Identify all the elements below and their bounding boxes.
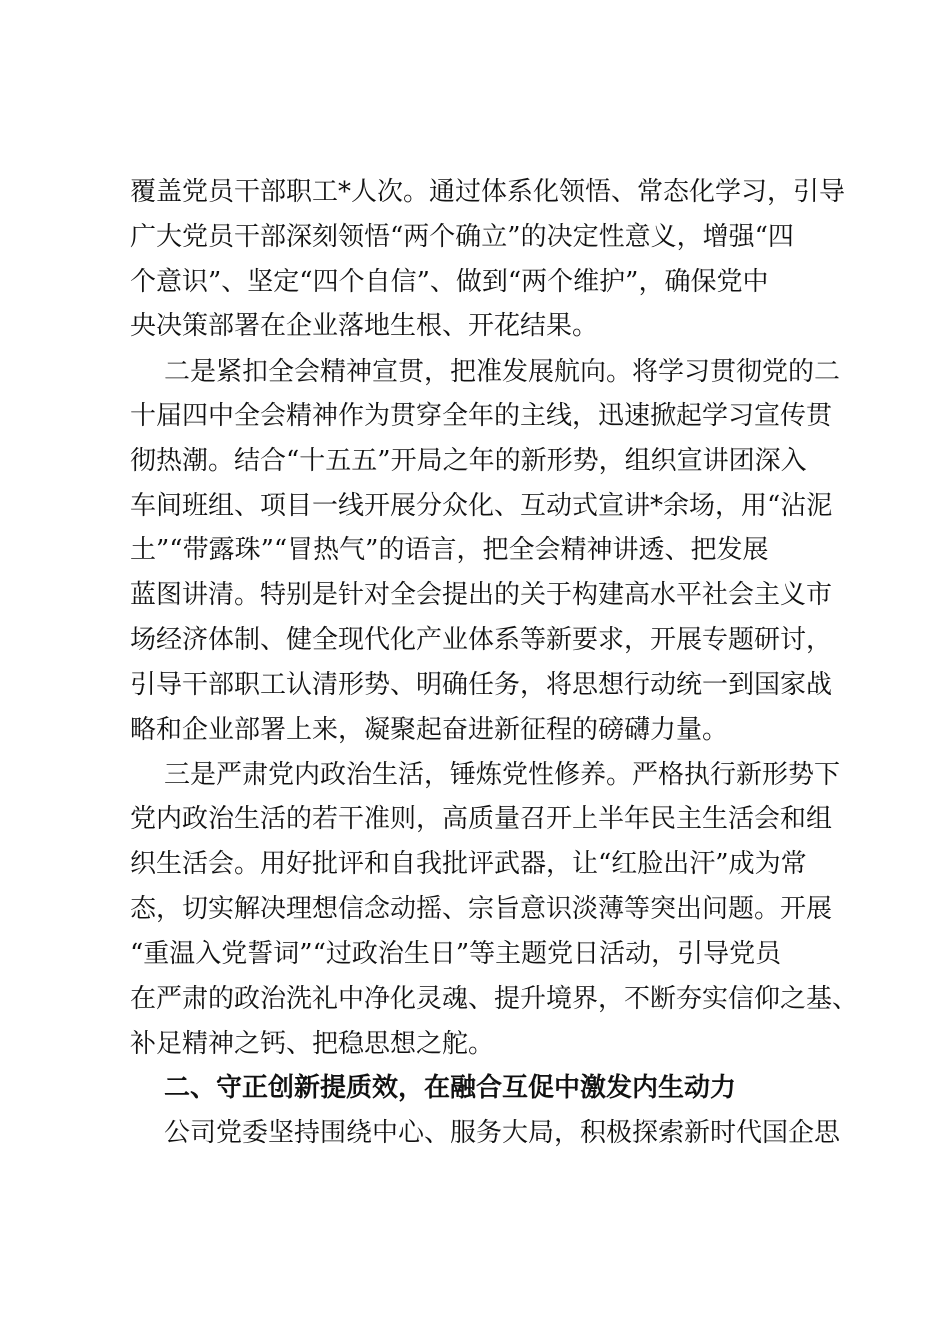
paragraph-first-line: 公司党委坚持围绕中心、服务大局，积极探索新时代国企思 — [164, 1118, 841, 1148]
body-text-line: 彻热潮。结合“十五五”开局之年的新形势，组织宣讲团深入 — [130, 446, 807, 476]
body-text-line: 覆盖党员干部职工*人次。通过体系化领悟、常态化学习，引导 — [130, 177, 846, 207]
body-text-line: 在严肃的政治洗礼中净化灵魂、提升境界，不断夯实信仰之基、 — [130, 984, 859, 1014]
body-text-line: 央决策部署在企业落地生根、开花结果。 — [130, 311, 599, 341]
body-text-line: 土”“带露珠”“冒热气”的语言，把全会精神讲透、把发展 — [130, 535, 769, 565]
body-text-line: 蓝图讲清。特别是针对全会提出的关于构建高水平社会主义市 — [130, 580, 833, 610]
body-text-line: 略和企业部署上来，凝聚起奋进新征程的磅礴力量。 — [130, 715, 729, 745]
body-text-line: 十届四中全会精神作为贯穿全年的主线，迅速掀起学习宣传贯 — [130, 401, 833, 431]
body-text-line: 态，切实解决理想信念动摇、宗旨意识淡薄等突出问题。开展 — [130, 894, 833, 924]
body-text-line: 党内政治生活的若干准则，高质量召开上半年民主生活会和组 — [130, 804, 833, 834]
body-text-line: 个意识”、坚定“四个自信”、做到“两个维护”，确保党中 — [130, 267, 769, 297]
body-text-line: 场经济体制、健全现代化产业体系等新要求，开展专题研讨， — [130, 625, 833, 655]
body-text-line: 补足精神之钙、把稳思想之舵。 — [130, 1029, 495, 1059]
section-heading: 二、守正创新提质效，在融合互促中激发内生动力 — [164, 1073, 737, 1103]
body-text-line: 车间班组、项目一线开展分众化、互动式宣讲*余场，用“沾泥 — [130, 491, 833, 521]
body-text-line: 广大党员干部深刻领悟“两个确立”的决定性意义，增强“四 — [130, 222, 794, 252]
paragraph-first-line: 三是严肃党内政治生活，锤炼党性修养。严格执行新形势下 — [164, 760, 841, 790]
body-text-line: 织生活会。用好批评和自我批评武器，让“红脸出汗”成为常 — [130, 849, 807, 879]
body-text-line: 引导干部职工认清形势、明确任务，将思想行动统一到国家战 — [130, 670, 833, 700]
paragraph-first-line: 二是紧扣全会精神宣贯，把准发展航向。将学习贯彻党的二 — [164, 357, 841, 387]
body-text-line: “重温入党誓词”“过政治生日”等主题党日活动，引导党员 — [130, 939, 782, 969]
